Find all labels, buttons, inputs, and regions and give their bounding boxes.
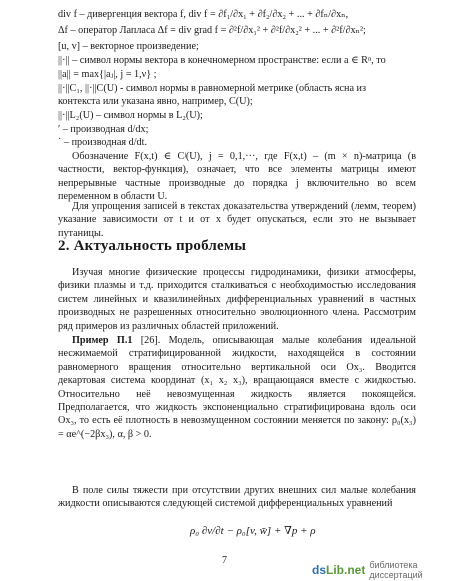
notation-vector-norm: ||·|| – символ нормы вектора в конечномерном пространстве: если a ∈ Rⁿ, то xyxy=(58,55,386,66)
section-title: 2. Актуальность проблемы xyxy=(58,238,247,254)
notation-uniform-norm: ||·||C₁, ||·||C(U) - символ нормы в равномерной метрике (область ясна из xyxy=(58,83,367,94)
watermark-text: библиотека диссертаций xyxy=(369,560,423,580)
paragraph-simplify: Для упрощения записей в текстах доказательства утверждений (лемм, теорем) указание зависимости от t и от x будет опускаться, если это не вызывает путаницы. xyxy=(58,201,416,239)
example-text: [26]. Модель, описывающая малые колебания идеальной несжимаемой стратифицированной жидкости, находящейся в состоянии равномерного вращения относительно вертикальной оси Ox₃. Вводится декартовая система координат (x₁ x₂ x₃), вращающаяся вместе с жидкостью. Относительно неё невозмущенная жидкость является покоящейся. Предполагается, что жидкость экспоненциально стратифицирована вдоль оси Ox₃, то есть её плотность в невозмущенном состоянии меняется по закону: ρ₀(x₃) = αe^(−2βx₃), α, β > 0. xyxy=(58,335,417,440)
notation-context: контекста или указана явно, например, C(U); xyxy=(58,96,253,107)
notation-laplace: Δf – оператор Лапласа Δf = div grad f = ∂²f/∂x₁² + ∂²f/∂x₂² + ... + ∂²f/∂xₙ²; xyxy=(58,25,366,36)
notation-l2-norm: ||·||L₂(U) – символ нормы в L₂(U); xyxy=(58,110,203,121)
paragraph-notation: Обозначение F(x,t) ∈ Cʲ(U), j = 0,1,···, где F(x,t) – (m × n)-матрица (в частности, вектор-функция), означает, что все элементы матрицы имеют непрерывные частные производные до порядка j включительно во всем переменном в области U. xyxy=(58,151,416,203)
notation-divergence: div f – дивергенция вектора f, div f = ∂f₁/∂x₁ + ∂f₂/∂x₂ + ... + ∂fₙ/∂xₙ, xyxy=(58,9,349,20)
paragraph-example xyxy=(58,334,416,441)
example-label: Пример П.1 xyxy=(72,335,133,346)
notation-norm-max: ||a|| = max{|aⱼ|, j = 1,ν} ; xyxy=(58,69,157,80)
notation-derivative-t: ˙ – производная d/dt. xyxy=(58,137,148,148)
notation-derivative-x: ′ – производная d/dx; xyxy=(58,124,149,135)
page-number: 7 xyxy=(222,555,227,566)
equation: ρ₀ ∂v/∂t − ρ₀[v, w̄] + ∇p + ρ xyxy=(190,525,316,537)
paragraph-intro: Изучая многие физические процессы гидродинамики, физики атмосферы, физики плазмы и т.д. приходится сталкиваться с необходимостью исследования систем линейных и квазилинейных дифференциальных уравнений в частных производных не разрешенных относительно эволюционного члена. Рассмотрим ряд примеров из различных областей приложений. xyxy=(58,267,416,332)
paragraph-gravity: В поле силы тяжести при отсутствии других внешних сил малые колебания жидкости описываются следующей системой дифференциальных уравнений xyxy=(58,485,416,510)
watermark-logo: dsLib.net xyxy=(312,563,366,577)
notation-cross-product: [u, v] – векторное произведение; xyxy=(58,41,199,52)
watermark xyxy=(312,560,450,580)
